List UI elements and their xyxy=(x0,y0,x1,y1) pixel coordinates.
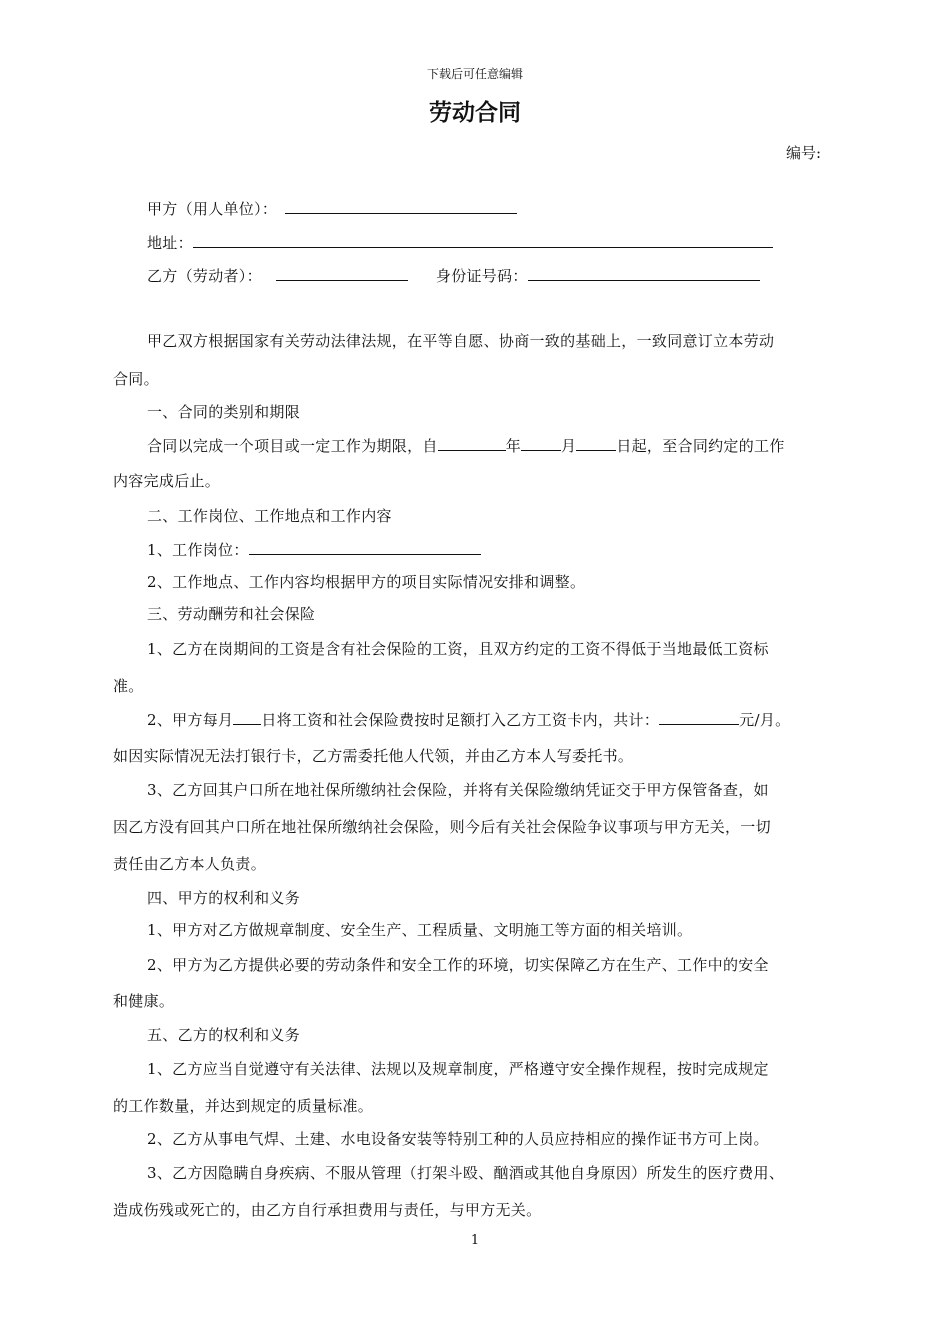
month-blank xyxy=(521,434,561,451)
s4-item-2-line-1: 2、甲方为乙方提供必要的劳动条件和安全工作的环境，切实保障乙方在生产、工作中的安全 xyxy=(147,956,769,974)
s3-item-2-text-a: 2、甲方每月 xyxy=(147,711,234,729)
s3-item-1-line-1: 1、乙方在岗期间的工资是含有社会保险的工资，且双方约定的工资不得低于当地最低工资标 xyxy=(147,640,769,658)
s5-item-1-line-2: 的工作数量，并达到规定的质量标准。 xyxy=(113,1097,374,1115)
section-5-heading: 五、乙方的权利和义务 xyxy=(147,1026,301,1044)
pay-day-blank xyxy=(233,708,261,725)
s3-item-3-line-3: 责任由乙方本人负责。 xyxy=(113,855,267,873)
header-note: 下载后可任意编辑 xyxy=(426,67,523,81)
s3-item-2-line-2: 如因实际情况无法打银行卡，乙方需委托他人代领，并由乙方本人写委托书。 xyxy=(113,747,634,765)
address-blank xyxy=(193,231,773,248)
job-position-blank xyxy=(249,538,481,555)
serial-number-label: 编号: xyxy=(786,144,822,162)
address-label: 地址： xyxy=(147,234,193,252)
intro-line-2: 合同。 xyxy=(113,370,159,388)
s3-item-1-line-2: 准。 xyxy=(113,677,144,695)
s2-item-2: 2、工作地点、工作内容均根据甲方的项目实际情况安排和调整。 xyxy=(147,573,586,591)
id-number-label: 身份证号码： xyxy=(435,267,528,285)
s5-item-3-line-1: 3、乙方因隐瞒自身疾病、不服从管理（打架斗殴、酗酒或其他自身原因）所发生的医疗费用、 xyxy=(147,1164,785,1182)
s2-item-1 xyxy=(147,538,481,560)
party-b-label: 乙方（劳动者）： xyxy=(147,267,262,285)
intro-line-1: 甲乙双方根据国家有关劳动法律法规，在平等自愿、协商一致的基础上，一致同意订立本劳动 xyxy=(147,332,775,350)
section-3-heading: 三、劳动酬劳和社会保险 xyxy=(147,605,316,623)
s4-item-2-line-2: 和健康。 xyxy=(113,992,175,1010)
s1-day-label: 日起，至合同约定的工作 xyxy=(616,437,785,455)
s3-item-3-line-1: 3、乙方回其户口所在地社保所缴纳社会保险，并将有关保险缴纳凭证交于甲方保管备查，如 xyxy=(147,781,769,799)
s3-item-3-line-2: 因乙方没有回其户口所在地社保所缴纳社会保险，则今后有关社会保险争议事项与甲方无关，一切 xyxy=(113,818,771,836)
section-1-heading: 一、合同的类别和期限 xyxy=(147,403,301,421)
s1-month-label: 月 xyxy=(561,437,577,455)
party-a-blank xyxy=(285,197,517,214)
year-blank xyxy=(438,434,506,451)
s1-year-label: 年 xyxy=(505,437,522,455)
document-title: 劳动合同 xyxy=(429,100,521,126)
party-a-field xyxy=(147,197,517,219)
s5-item-3-line-2: 造成伤残或死亡的，由乙方自行承担费用与责任，与甲方无关。 xyxy=(113,1201,542,1219)
salary-amount-blank xyxy=(659,708,739,725)
s1-paragraph-line-2: 内容完成后止。 xyxy=(113,472,221,490)
s1-text-start: 合同以完成一个项目或一定工作为期限，自 xyxy=(147,437,438,455)
s5-item-2: 2、乙方从事电气焊、土建、水电设备安装等特别工种的人员应持相应的操作证书方可上岗。 xyxy=(147,1130,769,1148)
section-2-heading: 二、工作岗位、工作地点和工作内容 xyxy=(147,507,392,525)
id-number-blank xyxy=(528,264,760,281)
party-a-label: 甲方（用人单位）： xyxy=(147,200,278,218)
s3-item-2-text-c: 元/月。 xyxy=(739,711,791,729)
s5-item-1-line-1: 1、乙方应当自觉遵守有关法律、法规以及规章制度，严格遵守安全操作规程，按时完成规定 xyxy=(147,1060,769,1078)
s3-item-2-text-b: 日将工资和社会保险费按时足额打入乙方工资卡内，共计： xyxy=(261,711,660,729)
party-b-field xyxy=(147,264,760,286)
section-4-heading: 四、甲方的权利和义务 xyxy=(147,889,301,907)
s1-paragraph-line-1 xyxy=(147,434,785,456)
s2-item-1-label: 1、工作岗位： xyxy=(147,541,249,559)
address-field xyxy=(147,231,773,253)
s4-item-1: 1、甲方对乙方做规章制度、安全生产、工程质量、文明施工等方面的相关培训。 xyxy=(147,921,693,939)
page-number: 1 xyxy=(470,1233,480,1248)
party-b-blank xyxy=(276,264,408,281)
day-blank xyxy=(576,434,616,451)
s3-item-2-line-1 xyxy=(147,708,790,730)
